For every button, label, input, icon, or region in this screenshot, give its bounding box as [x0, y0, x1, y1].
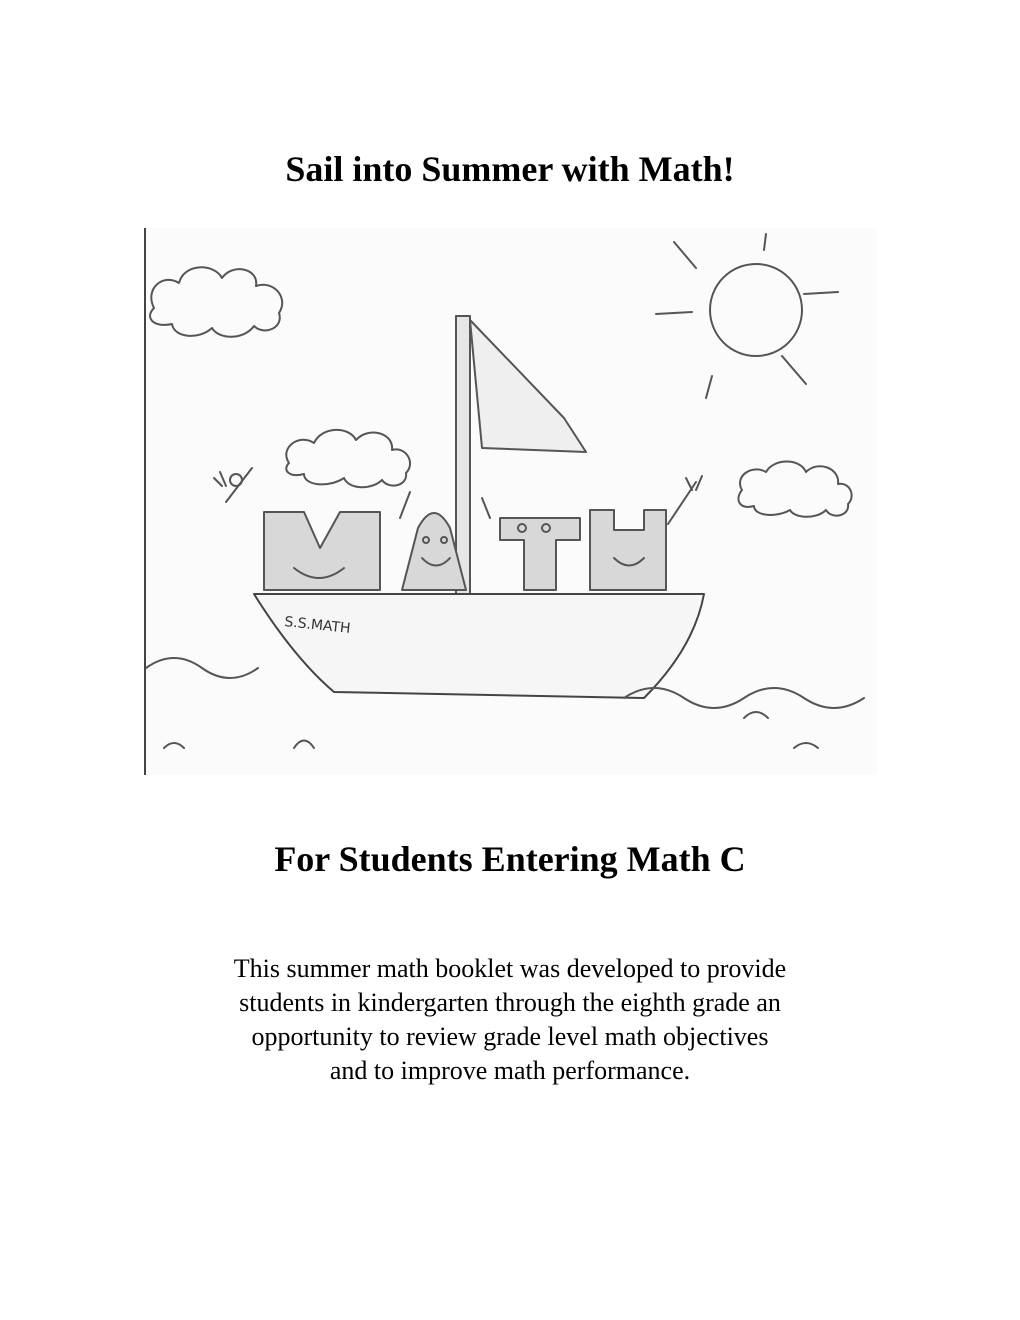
cloud-middle [286, 430, 410, 487]
description-line: students in kindergarten through the eighth grade an [239, 988, 781, 1017]
boat-name-label: S.S.MATH [283, 614, 352, 637]
description-line: opportunity to review grade level math objectives [251, 1022, 769, 1051]
boat-hull [254, 594, 704, 698]
booklet-description [0, 952, 1020, 1088]
sun-drawing [656, 234, 838, 398]
page-subtitle: For Students Entering Math C [274, 839, 746, 879]
cloud-top-left [150, 267, 282, 336]
letter-h-character [590, 476, 702, 590]
page-title: Sail into Summer with Math! [285, 149, 735, 189]
description-line: This summer math booklet was developed to provide [233, 954, 787, 983]
small-waves [164, 712, 818, 748]
cloud-right [738, 462, 851, 517]
letter-t-character [482, 498, 580, 590]
sailboat-illustration [144, 228, 877, 775]
description-line: and to improve math performance. [329, 1056, 691, 1085]
sail-drawing [456, 316, 586, 596]
